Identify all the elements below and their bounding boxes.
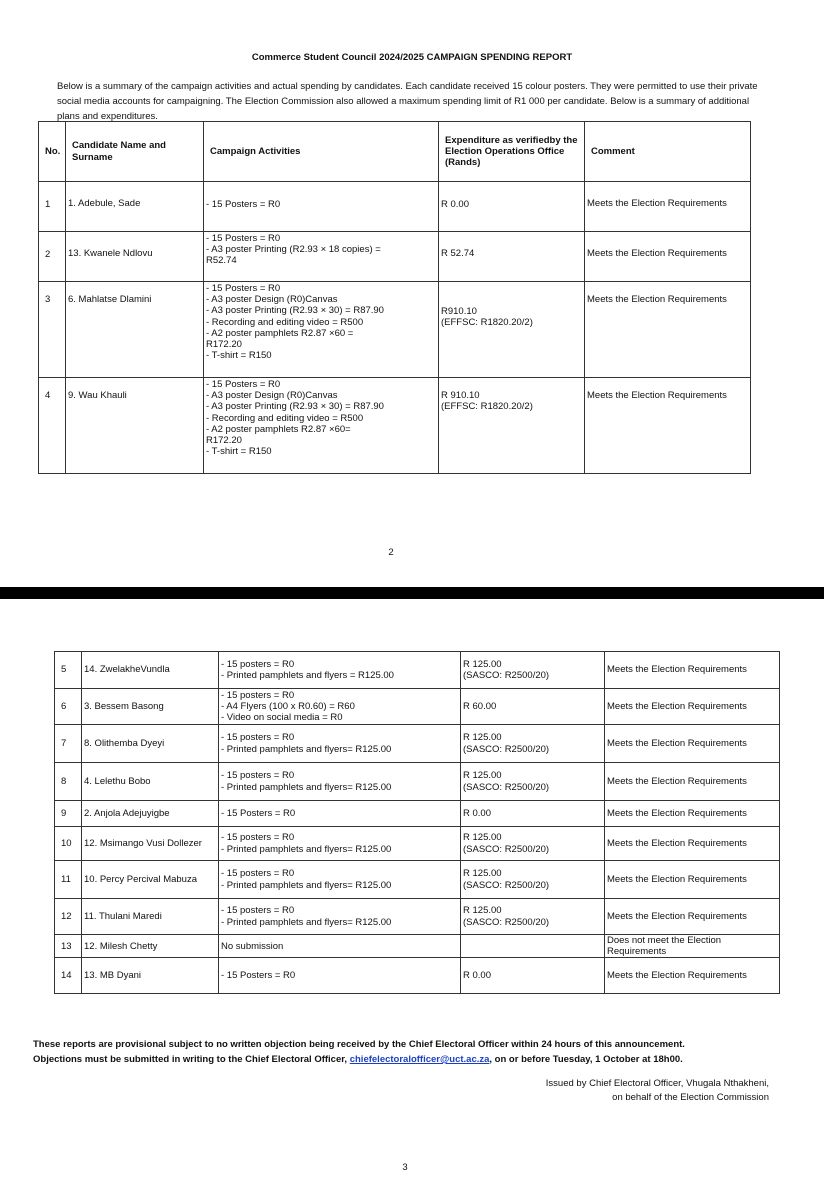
cell-comment <box>605 801 780 827</box>
cell-comment-text: Meets the Election Requirements <box>587 390 727 401</box>
page-separator <box>0 587 824 599</box>
cell-name <box>82 725 219 763</box>
cell-comment-text: Meets the Election Requirements <box>607 775 747 787</box>
expenditure-line: (EFFSC: R1820.20/2) <box>441 317 533 329</box>
intro-paragraph: Below is a summary of the campaign activities and actual spending by candidates. Each candidate received 15 colour posters. They were permitted to use their private social media accounts for campaigning. The Election Commission also allowed a maximum spending limit of R1 000 per candidate. Below is a summary of additional plans and expenditures. <box>57 81 758 122</box>
expenditure-line: R 60.00 <box>463 700 497 712</box>
activity-line: R52.74 <box>206 255 237 267</box>
cell-no <box>55 763 82 801</box>
cell-name <box>82 861 219 899</box>
activity-line: - 15 posters = R0 <box>221 732 295 744</box>
cell-activities <box>219 827 461 861</box>
cell-no-text: 5 <box>61 664 67 676</box>
activity-line: - 15 posters = R0 <box>221 868 295 880</box>
table-row <box>55 958 780 994</box>
cell-comment-text: Meets the Election Requirements <box>607 970 747 982</box>
activity-line: - 15 posters = R0 <box>221 905 295 917</box>
cell-no <box>55 958 82 994</box>
activity-line: - 15 Posters = R0 <box>206 283 281 294</box>
cell-comment-text: Meets the Election Requirements <box>587 248 727 259</box>
cell-no-text: 9 <box>61 807 67 819</box>
cell-name <box>82 763 219 801</box>
cell-comment <box>585 378 751 474</box>
expenditure-line: (SASCO: R2500/20) <box>463 670 550 681</box>
cell-comment <box>605 763 780 801</box>
cell-activities <box>219 763 461 801</box>
cell-activities <box>219 861 461 899</box>
cell-comment-text: Meets the Election Requirements <box>587 294 727 305</box>
report-title: Commerce Student Council 2024/2025 CAMPAIGN SPENDING REPORT <box>251 52 573 63</box>
cell-expenditure <box>461 935 605 958</box>
activity-line: - 15 posters = R0 <box>221 832 295 844</box>
cell-activities <box>219 725 461 763</box>
cell-comment-text: Meets the Election Requirements <box>607 910 747 922</box>
activity-line: - 15 Posters = R0 <box>206 379 281 390</box>
cell-comment <box>605 899 780 935</box>
page-number-2: 2 <box>388 547 394 558</box>
cell-activities <box>204 232 439 282</box>
cell-activities <box>204 282 439 378</box>
cell-comment <box>605 958 780 994</box>
cell-comment <box>585 182 751 232</box>
activity-line: - A2 poster pamphlets R2.87 ×60= <box>206 423 351 435</box>
cell-comment-text: Meets the Election Requirements <box>607 837 747 849</box>
activity-line: - T-shirt = R150 <box>206 350 272 362</box>
cell-no-text: 12 <box>61 910 72 922</box>
activity-line: - 15 posters = R0 <box>221 689 295 701</box>
expenditure-line: (SASCO: R2500/20) <box>463 743 550 755</box>
cell-comment-text: Meets the Election Requirements <box>607 873 747 885</box>
expenditure-line: R 0.00 <box>441 199 469 210</box>
cell-name <box>66 378 204 474</box>
expenditure-line: R 125.00 <box>463 832 502 844</box>
cell-name <box>82 652 219 689</box>
cell-no-text: 14 <box>61 970 72 982</box>
activity-line: - A4 Flyers (100 x R0.60) = R60 <box>221 700 355 712</box>
table-row <box>39 182 751 232</box>
cell-no-text: 11 <box>61 873 71 885</box>
spending-table-page-2 <box>54 651 780 994</box>
cell-activities <box>219 801 461 827</box>
activity-line: - A3 poster Design (R0)Canvas <box>206 294 338 306</box>
cell-no-text: 13 <box>61 940 72 952</box>
cell-expenditure <box>439 182 585 232</box>
cell-name-text: 13. Kwanele Ndlovu <box>68 248 153 259</box>
cell-no <box>55 689 82 725</box>
activity-line: - 15 Posters = R0 <box>221 807 296 819</box>
activity-line: - Printed pamphlets and flyers = R125.00 <box>221 670 394 681</box>
cell-comment-text: Meets the Election Requirements <box>587 198 727 209</box>
cell-comment <box>585 282 751 378</box>
activity-line: - Video on social media = R0 <box>221 712 343 724</box>
cell-no-text: 2 <box>45 249 51 260</box>
activity-line: - Printed pamphlets and flyers= R125.00 <box>221 879 392 891</box>
cell-activities <box>204 182 439 232</box>
cell-name-text: 13. MB Dyani <box>84 970 142 982</box>
cell-no-text: 6 <box>61 700 67 712</box>
header-no: No. <box>39 122 66 182</box>
cell-no-text: 10 <box>61 837 72 849</box>
cell-name-text: 4. Lelethu Bobo <box>84 775 151 787</box>
activity-line: - T-shirt = R150 <box>206 446 272 458</box>
cell-no-text: 4 <box>45 390 51 401</box>
cell-activities <box>219 899 461 935</box>
cell-no <box>55 827 82 861</box>
expenditure-line: (SASCO: R2500/20) <box>463 916 550 928</box>
activity-line: - A3 poster Printing (R2.93 × 30) = R87.90 <box>206 305 384 317</box>
cell-no <box>39 182 66 232</box>
table-row <box>39 378 751 474</box>
table-row <box>39 232 751 282</box>
activity-line: - Recording and editing video = R500 <box>206 316 364 328</box>
table-body-page-2 <box>55 652 780 994</box>
cell-comment <box>605 827 780 861</box>
spending-table-page-1 <box>38 121 751 474</box>
issued-line-2: on behalf of the Election Commission <box>612 1092 769 1103</box>
cell-name-text: 12. Msimango Vusi Dollezer <box>84 837 202 849</box>
cell-expenditure <box>461 689 605 725</box>
cell-comment <box>605 689 780 725</box>
table-row <box>55 652 780 689</box>
cell-name <box>66 282 204 378</box>
cell-name-text: 3. Bessem Basong <box>84 700 164 712</box>
cell-comment-text: Meets the Election Requirements <box>607 807 747 819</box>
expenditure-line: R 910.10 <box>441 390 480 401</box>
expenditure-line: R 125.00 <box>463 905 502 917</box>
cell-name-text: 12. Milesh Chetty <box>84 940 158 952</box>
cell-expenditure <box>461 861 605 899</box>
cell-comment <box>605 861 780 899</box>
expenditure-line: R 125.00 <box>463 868 502 880</box>
table-row <box>55 725 780 763</box>
activity-line: R172.20 <box>206 339 242 351</box>
cell-expenditure <box>461 827 605 861</box>
cell-name <box>66 182 204 232</box>
cell-no <box>55 801 82 827</box>
cell-expenditure <box>439 282 585 378</box>
expenditure-line: R910.10 <box>441 306 477 317</box>
activity-line: No submission <box>221 940 284 952</box>
cell-name-text: 9. Wau Khauli <box>68 390 127 401</box>
cell-name-text: 14. ZwelakheVundla <box>84 664 170 676</box>
cell-no <box>39 282 66 378</box>
cell-name-text: 2. Anjola Adejuyigbe <box>84 807 170 819</box>
cell-expenditure <box>439 378 585 474</box>
cell-comment-text: Meets the Election Requirements <box>607 737 747 749</box>
cell-expenditure <box>461 801 605 827</box>
cell-no <box>39 378 66 474</box>
expenditure-line: (SASCO: R2500/20) <box>463 781 550 793</box>
table-row <box>55 935 780 958</box>
cell-expenditure <box>461 763 605 801</box>
cell-name <box>82 958 219 994</box>
expenditure-line: R 0.00 <box>463 807 491 819</box>
cell-name-text: 6. Mahlatse Dlamini <box>68 294 152 305</box>
cell-no-text: 7 <box>61 737 67 749</box>
activity-line: - 15 Posters = R0 <box>206 199 281 210</box>
cell-comment <box>605 725 780 763</box>
header-activities: Campaign Activities <box>204 122 439 182</box>
activity-line: - Printed pamphlets and flyers= R125.00 <box>221 916 392 928</box>
cell-expenditure <box>461 899 605 935</box>
cell-no-text: 3 <box>45 294 51 305</box>
activity-line: - 15 Posters = R0 <box>221 970 296 982</box>
cell-comment <box>605 935 780 958</box>
table-body-page-1 <box>39 182 751 474</box>
activity-line: - Printed pamphlets and flyers= R125.00 <box>221 843 392 855</box>
cell-name-text: 8. Olithemba Dyeyi <box>84 737 165 749</box>
cell-name-text: 10. Percy Percival Mabuza <box>84 873 197 885</box>
expenditure-line: R 0.00 <box>463 970 491 982</box>
cell-activities <box>219 958 461 994</box>
cell-no <box>55 861 82 899</box>
expenditure-line: R 125.00 <box>463 732 502 744</box>
expenditure-line: (EFFSC: R1820.20/2) <box>441 401 533 413</box>
cell-no <box>55 725 82 763</box>
table-row <box>55 899 780 935</box>
cell-no-text: 1 <box>45 199 51 210</box>
expenditure-line: R 52.74 <box>441 248 475 259</box>
cell-name <box>82 827 219 861</box>
cell-no-text: 8 <box>61 775 67 787</box>
cell-expenditure <box>439 232 585 282</box>
activity-line: - 15 Posters = R0 <box>206 233 281 244</box>
cell-no <box>39 232 66 282</box>
cell-expenditure <box>461 958 605 994</box>
cell-name-text: 11. Thulani Maredi <box>84 910 162 922</box>
cell-no <box>55 652 82 689</box>
activity-line: R172.20 <box>206 435 242 447</box>
activity-line: - 15 posters = R0 <box>221 770 295 782</box>
cell-name-text: 1. Adebule, Sade <box>68 198 141 209</box>
cell-comment-text: Meets the Election Requirements <box>607 664 747 676</box>
activity-line: - A3 poster Printing (R2.93 × 18 copies) = <box>206 244 381 256</box>
cell-name <box>82 801 219 827</box>
cell-activities <box>219 935 461 958</box>
table-row <box>55 763 780 801</box>
expenditure-line: (SASCO: R2500/20) <box>463 879 550 891</box>
table-row <box>55 689 780 725</box>
cell-comment <box>605 652 780 689</box>
expenditure-line: R 125.00 <box>463 770 502 782</box>
cell-activities <box>219 689 461 725</box>
activity-line: - A3 poster Printing (R2.93 × 30) = R87.90 <box>206 401 384 413</box>
activity-line: - Printed pamphlets and flyers= R125.00 <box>221 781 392 793</box>
table-row <box>55 827 780 861</box>
activity-line: - A2 poster pamphlets R2.87 ×60 = <box>206 327 354 339</box>
header-expenditure: Expenditure as verifiedby the Election Operations Office (Rands) <box>439 122 585 182</box>
table-row <box>39 282 751 378</box>
cell-activities <box>204 378 439 474</box>
issued-line-1: Issued by Chief Electoral Officer, Vhugala Nthakheni, <box>545 1078 769 1089</box>
cell-name <box>82 689 219 725</box>
cell-name <box>66 232 204 282</box>
page-number-3: 3 <box>402 1162 408 1173</box>
activity-line: - A3 poster Design (R0)Canvas <box>206 390 338 402</box>
expenditure-line: (SASCO: R2500/20) <box>463 843 550 855</box>
objection-notice <box>33 1037 803 1067</box>
cell-expenditure <box>461 725 605 763</box>
cell-no <box>55 899 82 935</box>
notice-line-2: Objections must be submitted in writing to the Chief Electoral Officer, chiefelectoralofficer@uct.ac.za, on or before Tuesday, 1 October at 18h00. <box>33 1054 683 1065</box>
cell-expenditure <box>461 652 605 689</box>
table-row <box>55 801 780 827</box>
activity-line: - Recording and editing video = R500 <box>206 412 364 424</box>
cell-activities <box>219 652 461 689</box>
cell-comment-text: Meets the Election Requirements <box>607 700 747 712</box>
expenditure-line: R 125.00 <box>463 658 502 670</box>
cell-comment <box>585 232 751 282</box>
header-comment: Comment <box>585 122 751 182</box>
email-link[interactable]: chiefelectoralofficer@uct.ac.za <box>349 1054 490 1065</box>
cell-name <box>82 899 219 935</box>
issued-by <box>520 1077 769 1105</box>
activity-line: - 15 posters = R0 <box>221 658 295 670</box>
notice-line-1: These reports are provisional subject to no written objection being received by the Chief Electoral Officer within 24 hours of this announcement. <box>33 1039 685 1050</box>
table-row <box>55 861 780 899</box>
activity-line: - Printed pamphlets and flyers= R125.00 <box>221 743 392 755</box>
cell-no <box>55 935 82 958</box>
cell-name <box>82 935 219 958</box>
header-name: Candidate Name and Surname <box>66 122 204 182</box>
cell-comment-text: Does not meet the Election Requirements <box>607 935 722 958</box>
